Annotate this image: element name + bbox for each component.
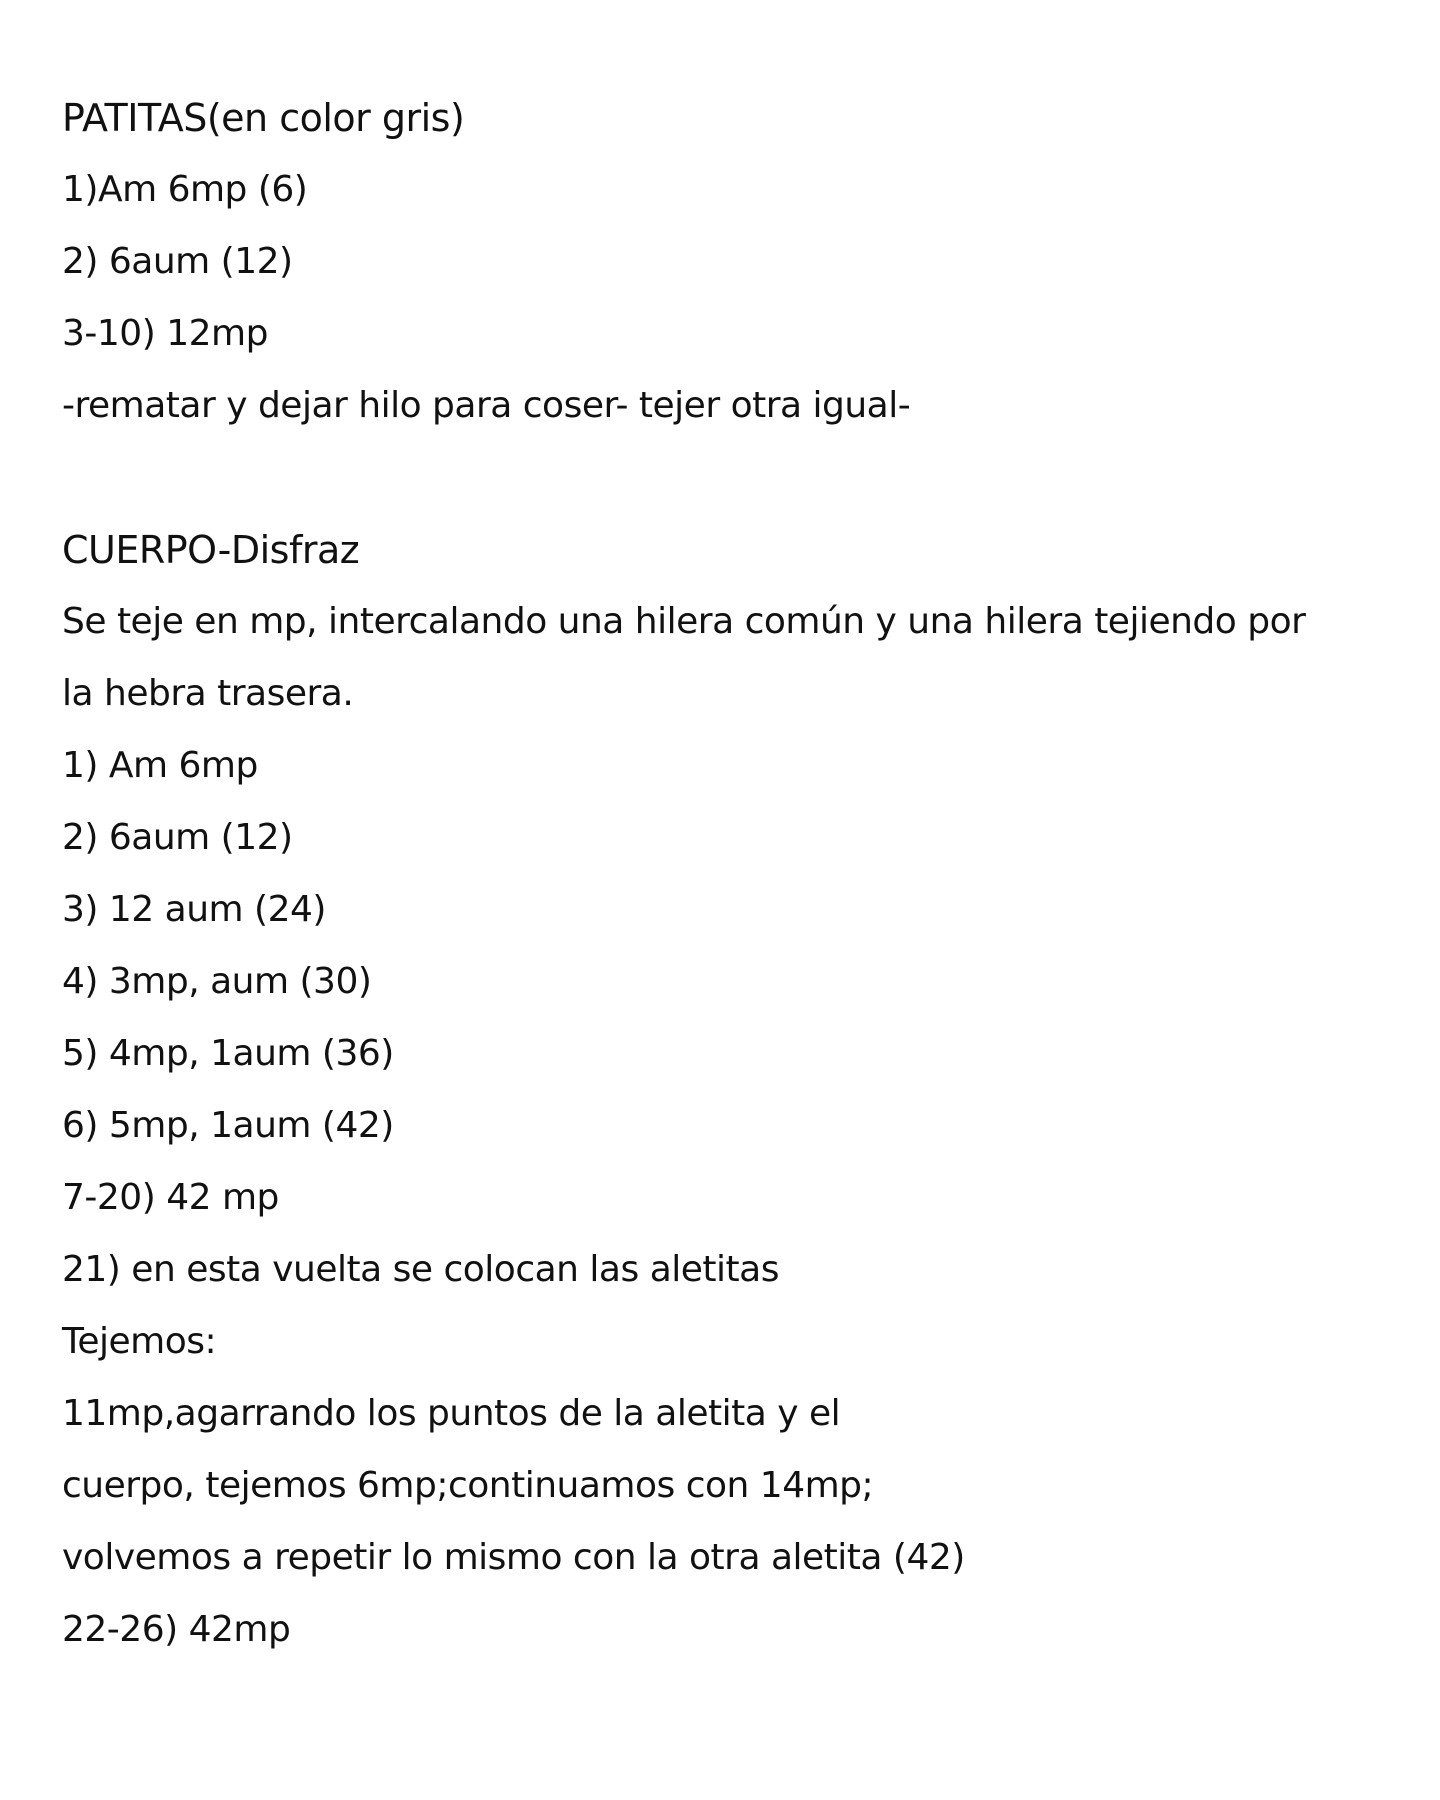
cuerpo-intro-line: la hebra trasera. — [62, 673, 354, 714]
cuerpo-round: 3) 12 aum (24) — [62, 889, 326, 930]
cuerpo-round: 1) Am 6mp — [62, 745, 258, 786]
cuerpo-round: 6) 5mp, 1aum (42) — [62, 1105, 394, 1146]
cuerpo-round: Tejemos: — [62, 1321, 217, 1362]
cuerpo-round: 2) 6aum (12) — [62, 817, 293, 858]
cuerpo-round: 21) en esta vuelta se colocan las aletitas — [62, 1249, 779, 1290]
pattern-document — [62, 82, 1402, 1666]
cuerpo-round: 7-20) 42 mp — [62, 1177, 279, 1218]
cuerpo-intro-line: Se teje en mp, intercalando una hilera común y una hilera tejiendo por — [62, 601, 1306, 642]
section-gap — [62, 442, 1402, 514]
cuerpo-round: cuerpo, tejemos 6mp;continuamos con 14mp; — [62, 1465, 874, 1506]
cuerpo-round: 4) 3mp, aum (30) — [62, 961, 372, 1002]
cuerpo-round: 11mp,agarrando los puntos de la aletita y el — [62, 1393, 841, 1434]
patitas-line: 3-10) 12mp — [62, 313, 268, 354]
patitas-line: 2) 6aum (12) — [62, 241, 293, 282]
patitas-line: -rematar y dejar hilo para coser- tejer otra igual- — [62, 385, 911, 426]
cuerpo-heading: CUERPO-Disfraz — [62, 528, 360, 572]
patitas-line: 1)Am 6mp (6) — [62, 169, 308, 210]
cuerpo-round: 22-26) 42mp — [62, 1609, 291, 1650]
patitas-heading: PATITAS(en color gris) — [62, 96, 465, 140]
cuerpo-round: 5) 4mp, 1aum (36) — [62, 1033, 394, 1074]
cuerpo-round: volvemos a repetir lo mismo con la otra aletita (42) — [62, 1537, 965, 1578]
